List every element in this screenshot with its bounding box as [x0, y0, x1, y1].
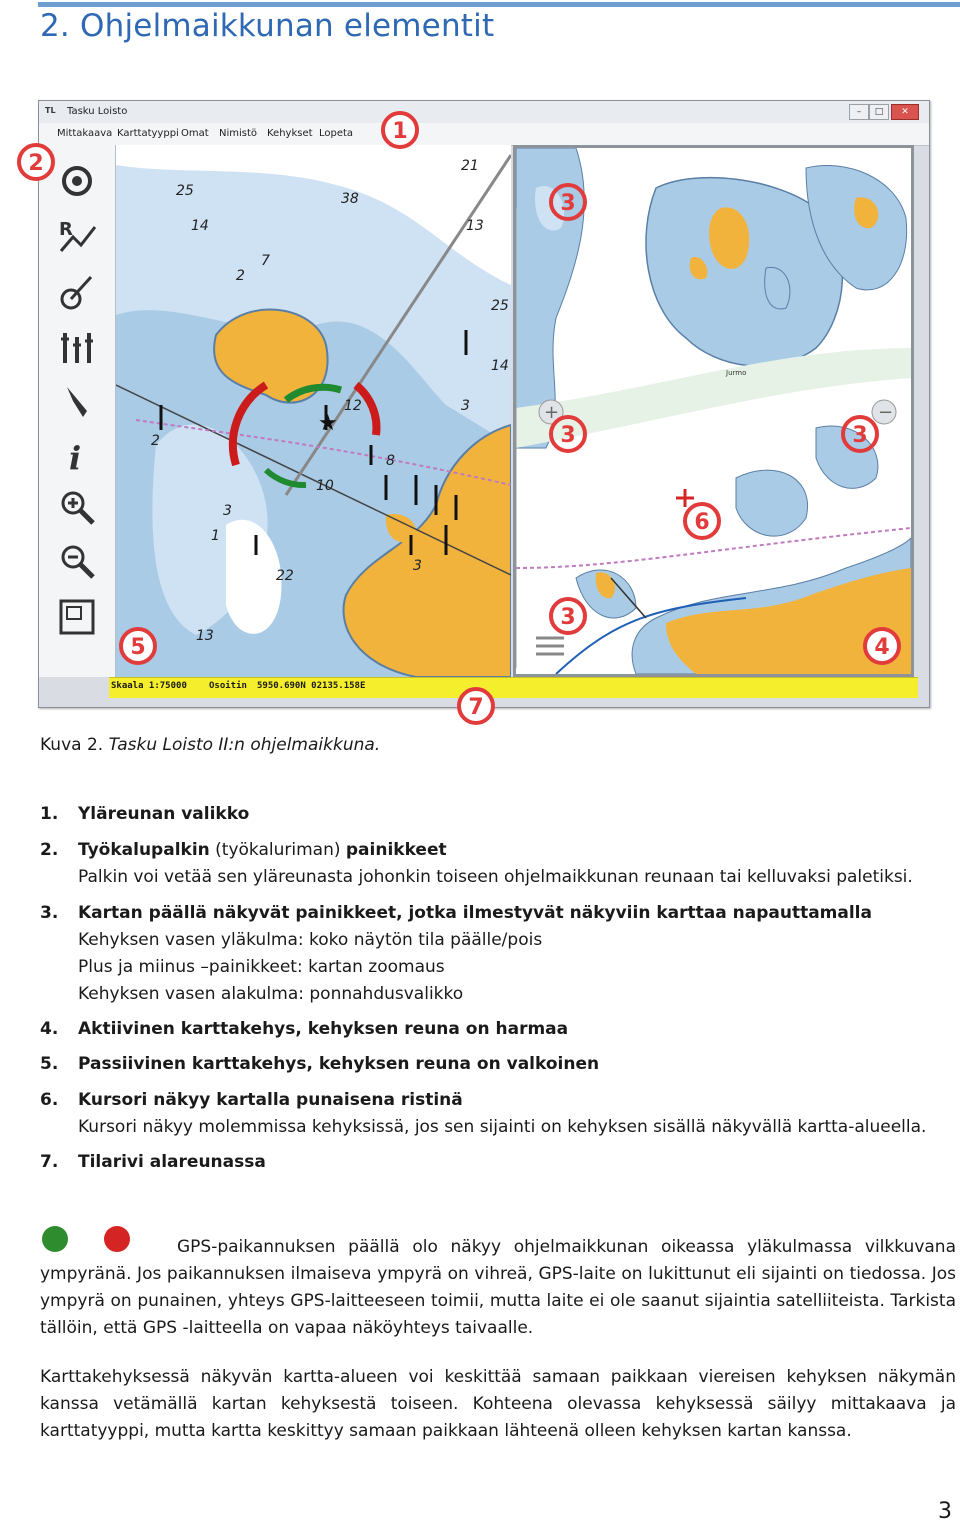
depth-label: 21 [461, 158, 479, 174]
callout-6 [682, 501, 722, 541]
caption-prefix: Kuva 2. [40, 735, 109, 755]
map-frame-passive[interactable] [116, 145, 511, 677]
status-position-label: Osoitin [209, 681, 247, 691]
depth-label: 12 [344, 398, 362, 414]
callout-2 [16, 142, 56, 182]
title-bar [39, 101, 929, 123]
svg-text:3: 3 [560, 423, 576, 448]
app-logo: TL [45, 106, 56, 115]
status-bar [109, 677, 918, 698]
page-number: 3 [938, 1499, 952, 1524]
caption-text: Tasku Loisto II:n ohjelmaikkuna. [108, 735, 381, 755]
route-icon[interactable] [57, 215, 97, 255]
list-item-text: Kursori näkyy molemmissa kehyksissä, jos sen sijainti on kehyksen sisällä näkyvällä kartta-alueella. [78, 1117, 927, 1137]
svg-text:i: i [69, 439, 82, 475]
frame-icon[interactable] [57, 597, 97, 637]
list-item-title: Tilarivi alareunassa [78, 1152, 266, 1172]
menu-item-karttatyyppi[interactable]: Karttatyyppi [117, 128, 179, 139]
list-item-text: Plus ja miinus –painikkeet: kartan zoomaus [78, 957, 445, 977]
list-number: 5. [40, 1054, 59, 1074]
list-item-text: Palkin voi vetää sen yläreunasta johonkin toiseen ohjelmaikkunan reunaan tai kelluvaksi paletiksi. [78, 867, 913, 887]
menu-item-nimisto[interactable]: Nimistö [219, 128, 258, 139]
depth-label: 3 [461, 398, 470, 414]
svg-text:3: 3 [560, 605, 576, 630]
list-item-title: Aktiivinen karttakehys, kehyksen reuna on harmaa [78, 1019, 569, 1039]
signs-icon[interactable] [57, 327, 97, 367]
depth-label: 13 [196, 628, 214, 644]
list-item-title: Yläreunan valikko [78, 804, 250, 824]
zoom-in-icon[interactable] [57, 487, 97, 527]
callout-3 [548, 182, 588, 222]
depth-label: 25 [491, 298, 509, 314]
top-rule [38, 2, 960, 7]
callout-7 [456, 686, 496, 726]
svg-text:+: + [544, 402, 560, 423]
svg-text:4: 4 [874, 635, 890, 660]
menu-item-omat[interactable]: Omat [181, 128, 209, 139]
callout-3 [548, 414, 588, 454]
depth-label: 14 [191, 218, 209, 234]
close-button[interactable]: ✕ [891, 104, 919, 120]
depth-label: 3 [223, 503, 232, 519]
maximize-button[interactable]: □ [869, 104, 889, 120]
list-item-text: Kehyksen vasen yläkulma: koko näytön tila päälle/pois [78, 930, 543, 950]
map-place-label: Jurmo [726, 369, 747, 377]
svg-text:★: ★ [318, 411, 338, 436]
list-number: 1. [40, 804, 59, 824]
pen-icon[interactable] [57, 381, 97, 421]
svg-text:3: 3 [852, 423, 868, 448]
window-title: Tasku Loisto [67, 106, 128, 117]
list-item-title: Kursori näkyy kartalla punaisena ristinä [78, 1090, 463, 1110]
depth-label: 2 [151, 433, 160, 449]
svg-text:6: 6 [694, 510, 710, 535]
menu-item-lopeta[interactable]: Lopeta [319, 128, 354, 139]
depth-label: 10 [316, 478, 334, 494]
svg-text:−: − [878, 402, 894, 423]
figure-caption [40, 735, 380, 755]
list-number: 3. [40, 903, 59, 923]
callout-5 [118, 626, 158, 666]
depth-label: 7 [261, 253, 270, 269]
svg-text:1: 1 [392, 119, 408, 144]
depth-label: 22 [276, 568, 294, 584]
toolbar [39, 145, 116, 677]
list-number: 2. [40, 840, 59, 860]
depth-label: 1 [211, 528, 220, 544]
depth-label: 2 [236, 268, 245, 284]
svg-text:2: 2 [28, 151, 44, 176]
measure-icon[interactable] [57, 273, 97, 313]
svg-text:R: R [59, 219, 73, 240]
depth-label: 38 [341, 191, 359, 207]
callout-3 [840, 414, 880, 454]
menu-item-mittakaava[interactable]: Mittakaava [57, 128, 113, 139]
gps-paragraph: GPS-paikannuksen päällä olo näkyy ohjelmaikkunan oikeassa yläkulmassa vilkkuvana ympyränä. Jos paikannuksen ilmaiseva ympyrä on vihreä, GPS-laite on lukittunut eli sijainti on tiedossa. Jos ympyrä on punainen, yhteys GPS-laitteeseen toimii, mutta laite ei ole saanut sijaintia satelliiteista. Tarkista tällöin, että GPS -laitteella on vapaa näköyhteys taivaalle. [40, 1237, 956, 1338]
section-heading: 2. Ohjelmaikkunan elementit [40, 8, 495, 44]
app-window [38, 100, 930, 708]
frame-centering-paragraph: Karttakehyksessä näkyvän kartta-alueen voi keskittää samaan paikkaan viereisen kehyksen näkymän kanssa vetämällä kartan kehyksestä toiseen. Kohteena olevassa kehyksessä säilyy mittakaava ja karttatyyppi, mutta kartta keskittyy samaan paikkaan lähteenä olleen kehyksen kartan kanssa. [40, 1367, 956, 1441]
list-number: 7. [40, 1152, 59, 1172]
depth-label: 3 [413, 558, 422, 574]
list-number: 4. [40, 1019, 59, 1039]
status-position: 5950.690N 02135.158E [257, 681, 366, 691]
menu-bar [39, 123, 929, 146]
target-icon[interactable] [57, 161, 97, 201]
status-scale: Skaala 1:75000 [111, 681, 187, 691]
callout-1 [380, 110, 420, 150]
depth-label: 14 [491, 358, 509, 374]
minimize-button[interactable]: – [849, 104, 869, 120]
list-item-title: Työkalupalkin (työkaluriman) painikkeet [78, 840, 447, 860]
nautical-chart-left [116, 145, 511, 677]
list-item-text: Kehyksen vasen alakulma: ponnahdusvalikko [78, 984, 464, 1004]
zoom-out-icon[interactable] [57, 541, 97, 581]
depth-label: 25 [176, 183, 194, 199]
callout-4 [862, 626, 902, 666]
menu-item-kehykset[interactable]: Kehykset [267, 128, 313, 139]
depth-label: 8 [386, 453, 395, 469]
callout-3 [548, 596, 588, 636]
svg-text:5: 5 [130, 635, 146, 660]
list-item-title: Passiivinen karttakehys, kehyksen reuna on valkoinen [78, 1054, 600, 1074]
depth-label: 13 [466, 218, 484, 234]
svg-text:7: 7 [468, 695, 484, 720]
list-number: 6. [40, 1090, 59, 1110]
list-item-title: Kartan päällä näkyvät painikkeet, jotka ilmestyvät näkyviin karttaa napauttamalla [78, 903, 872, 923]
svg-text:3: 3 [560, 191, 576, 216]
info-icon[interactable] [57, 435, 97, 475]
